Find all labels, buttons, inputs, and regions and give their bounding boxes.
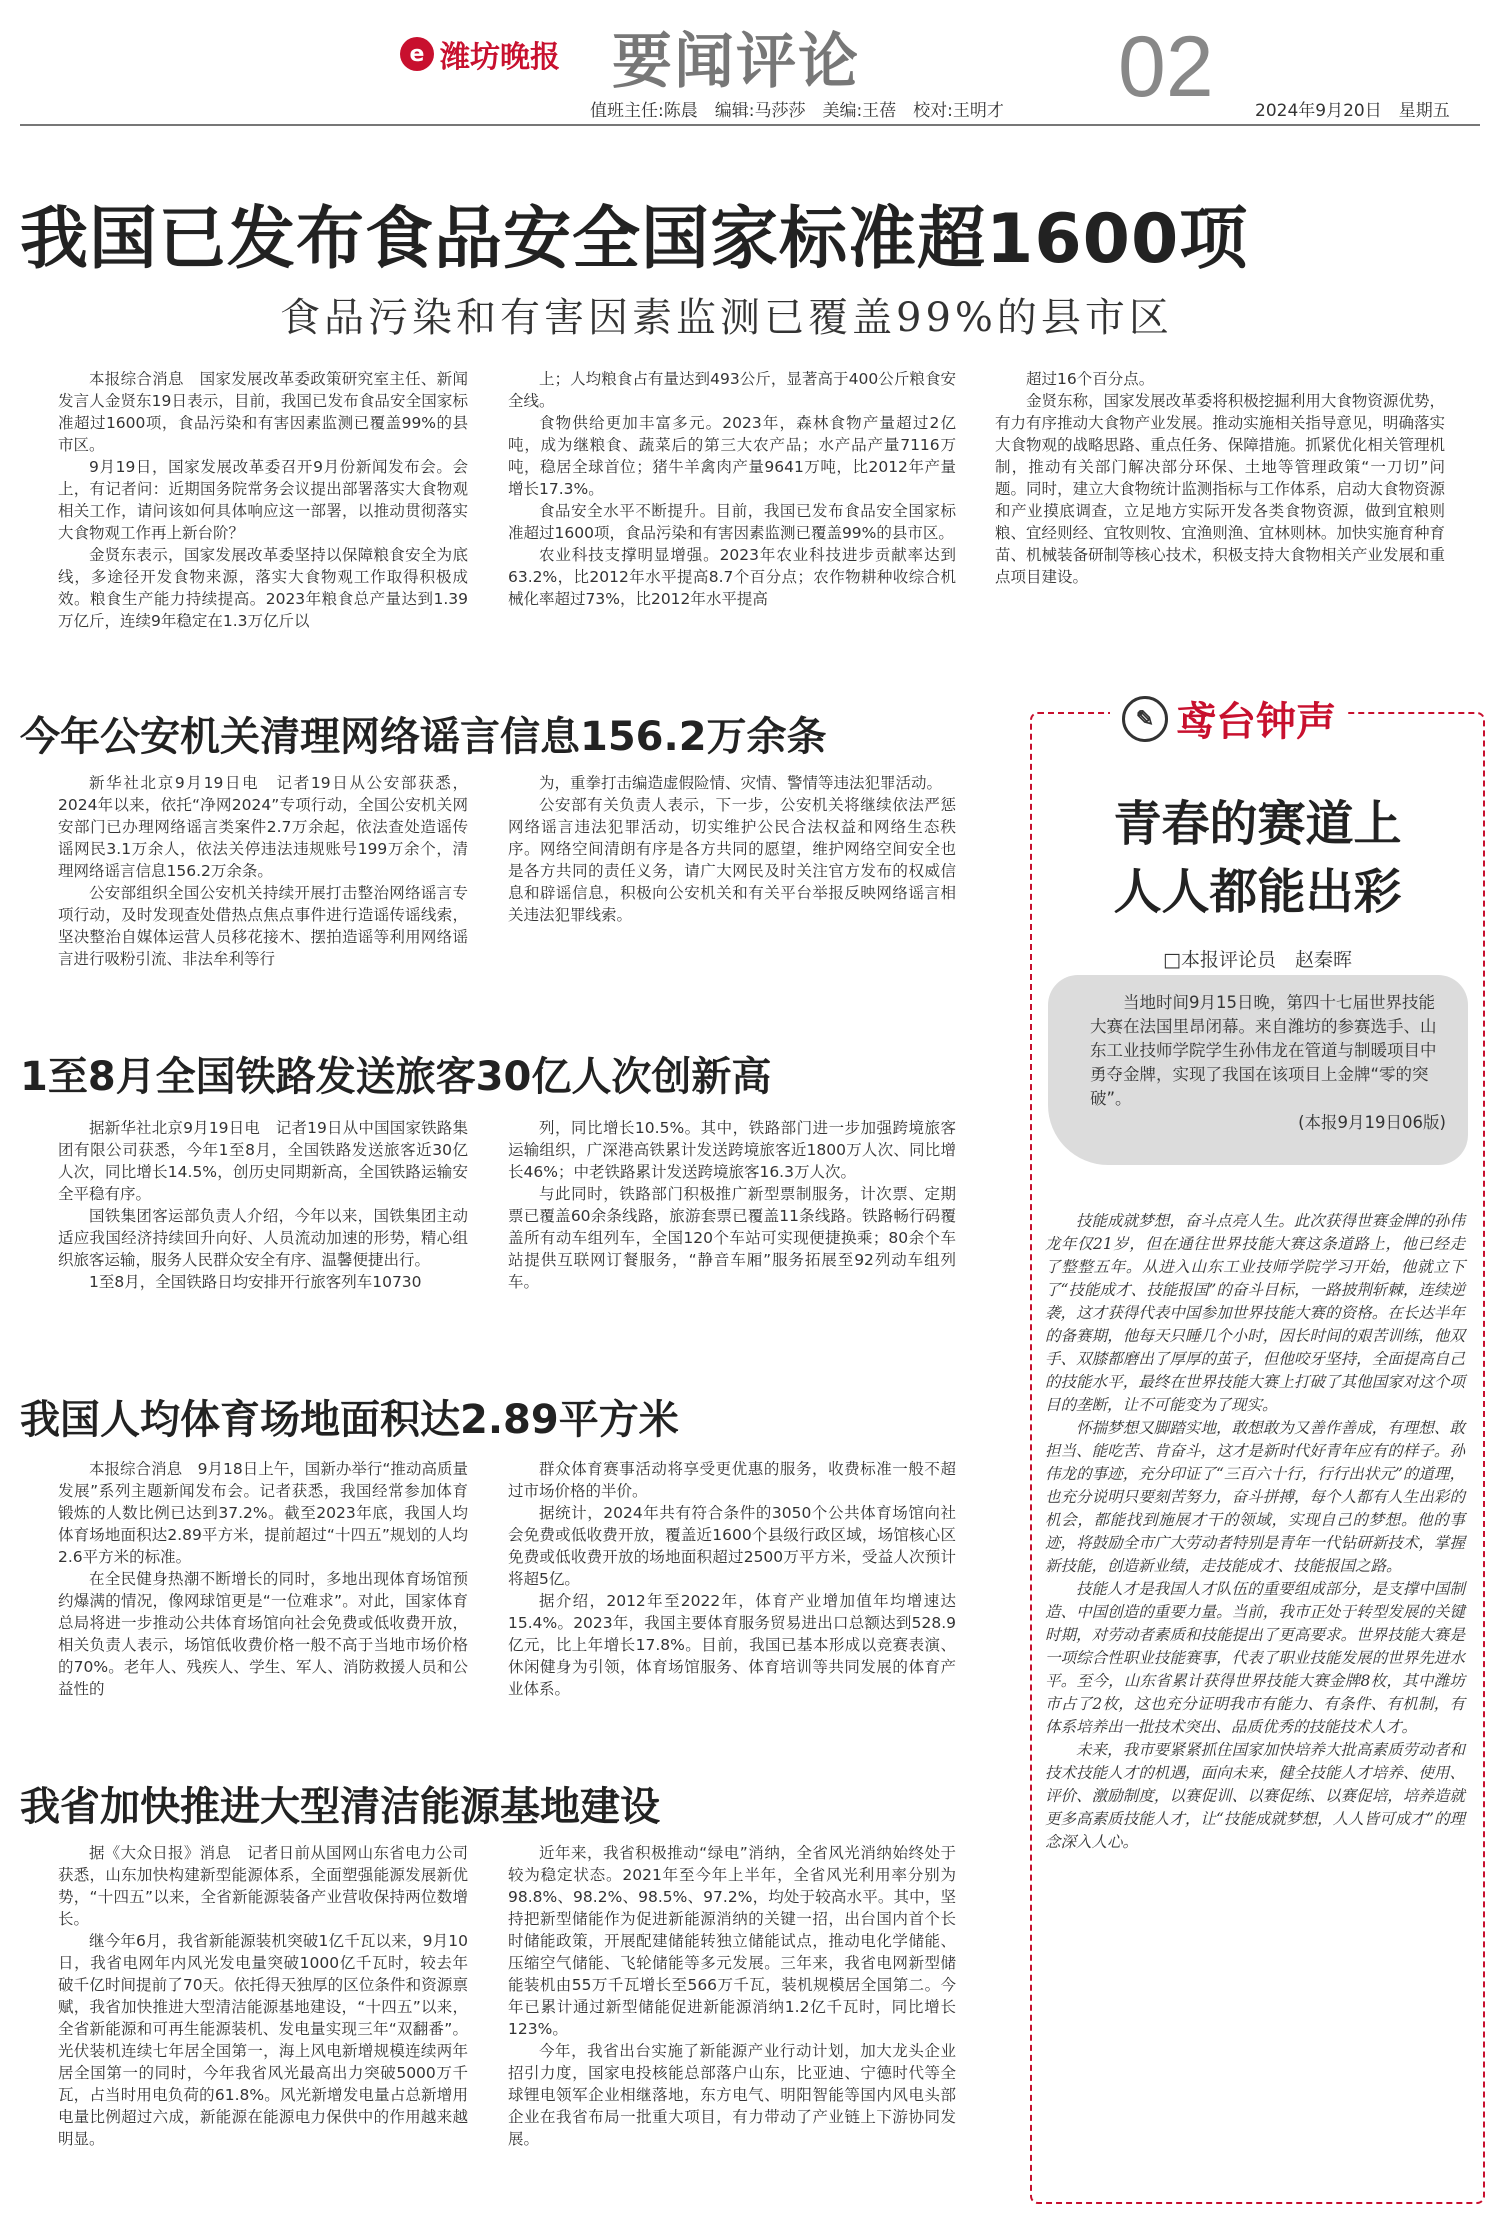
paragraph: 食物供给更加丰富多元。2023年，森林食物产量超过2亿吨，成为继粮食、蔬菜后的第三大农产品；水产品产量7116万吨，稳居全球首位；猪牛羊禽肉产量9641万吨，比2012年产量增长17.3%。 xyxy=(508,414,956,498)
story2-column-1 xyxy=(58,772,468,970)
paragraph: 为，重拳打击编造虚假险情、灾情、警情等违法犯罪活动。 xyxy=(539,774,943,792)
paragraph: 公安部有关负责人表示，下一步，公安机关将继续依法严惩网络谣言违法犯罪活动，切实维护公民合法权益和网络生态秩序。网络空间清朗有序是各方共同的愿望，维护网络空间安全也是各方共同的责任义务，请广大网民及时关注官方发布的权威信息和辟谣信息，积极向公安机关和有关平台举报反映网络谣言相关违法犯罪线索。 xyxy=(508,796,956,924)
title-line: 青春的赛道上 xyxy=(1113,796,1402,852)
paragraph: 9月19日，国家发展改革委召开9月份新闻发布会。会上，有记者问：近期国务院常务会议提出部署落实大食物观相关工作，请问该如何具体响应这一部署，以推动贯彻落实大食物观工作再上新台阶？ xyxy=(58,458,468,542)
paragraph: 金贤东称，国家发展改革委将积极挖掘利用大食物资源优势，有力有序推动大食物产业发展。推动实施相关指导意见，明确落实大食物观的战略思路、重点任务、保障措施。抓紧优化相关管理机制，推动有关部门解决部分环保、土地等管理政策“一刀切”问题。同时，建立大食物统计监测指标与工作体系，启动大食物资源和产业摸底调查，立足地方实际开发各类食物资源，做到宜粮则粮、宜经则经、宜牧则牧、宜渔则渔、宜林则林。加快实施育种育苗、机械装备研制等核心技术，积极支持大食物相关产业发展和重点项目建设。 xyxy=(995,392,1445,586)
quote-reference: (本报9月19日06版) xyxy=(1298,1113,1446,1132)
lead-column-3 xyxy=(995,368,1445,588)
lead-subheadline: 食品污染和有害因素监测已覆盖99%的县市区 xyxy=(280,295,1173,341)
editor-credits: 值班主任:陈晨 编辑:马莎莎 美编:王蓓 校对:王明才 xyxy=(590,101,1004,121)
section-title: 要闻评论 xyxy=(612,27,860,97)
paragraph: 公安部组织全国公安机关持续开展打击整治网络谣言专项行动，及时发现查处借热点焦点事件进行造谣传谣线索，坚决整治自媒体运营人员移花接木、摆拍造谣等利用网络谣言进行吸粉引流、非法牟利等行 xyxy=(58,884,468,968)
paragraph: 据介绍，2012年至2022年，体育产业增加值年均增速达15.4%。2023年，我国主要体育服务贸易进出口总额达到528.9亿元，比上年增长17.8%。目前，我国已基本形成以竞赛表演、休闲健身为引领，体育场馆服务、体育培训等共同发展的体育产业体系。 xyxy=(508,1592,956,1698)
brand-name: 潍坊晚报 xyxy=(440,40,560,75)
story3-column-1 xyxy=(58,1117,468,1293)
paragraph: 技能人才是我国人才队伍的重要组成部分，是支撑中国制造、中国创造的重要力量。当前，我市正处于转型发展的关键时期，对劳动者素质和技能提出了更高要求。世界技能大赛是一项综合性职业技能赛事，代表了职业技能发展的世界先进水平。至今，山东省累计获得世界技能大赛金牌8枚，其中潍坊市占了2枚，这也充分证明我市有能力、有条件、有机制，有体系培养出一批技术突出、品质优秀的技能技术人才。 xyxy=(1045,1580,1465,1736)
issue-date: 2024年9月20日 星期五 xyxy=(1255,101,1450,121)
paragraph: 今年，我省出台实施了新能源产业行动计划，加大龙头企业招引力度，国家电投核能总部落户山东，比亚迪、宁德时代等全球锂电领军企业相继落地，东方电气、明阳智能等国内风电头部企业在我省布局一批重大项目，有力带动了产业链上下游协同发展。 xyxy=(508,2042,956,2148)
paragraph: 在全民健身热潮不断增长的同时，多地出现体育场馆预约爆满的情况，像网球馆更是“一位难求”。对此，国家体育总局将进一步推动公共体育场馆向社会免费或低收费开放，相关负责人表示，场馆低收费价格一般不高于当地市场价格的70%。老年人、残疾人、学生、军人、消防救援人员和公益性的 xyxy=(58,1570,468,1698)
title-line: 人人都能出彩 xyxy=(1113,864,1402,920)
paragraph: 超过16个百分点。 xyxy=(1026,370,1155,388)
column-name: 鸢台钟声 xyxy=(1176,698,1336,745)
lead-headline: 我国已发布食品安全国家标准超1600项 xyxy=(20,200,1249,279)
lead-column-1 xyxy=(58,368,468,632)
lead-column-2 xyxy=(508,368,956,610)
story2-column-2 xyxy=(508,772,956,926)
paragraph: 据新华社北京9月19日电 记者19日从中国国家铁路集团有限公司获悉，今年1至8月，全国铁路发送旅客近30亿人次，同比增长14.5%，创历史同期新高，全国铁路运输安全平稳有序。 xyxy=(58,1119,468,1203)
story-headline: 我国人均体育场地面积达2.89平方米 xyxy=(20,1397,679,1443)
paragraph: 食品安全水平不断提升。目前，我国已发布食品安全国家标准超过1600项，食品污染和有害因素监测已覆盖99%的县市区。 xyxy=(508,502,956,542)
quote-text: 当地时间9月15日晚，第四十七届世界技能大赛在法国里昂闭幕。来自潍坊的参赛选手、山东工业技师学院学生孙伟龙在管道与制暖项目中勇夺金牌，实现了我国在该项目上金牌“零的突破”。 xyxy=(1090,993,1437,1108)
story5-column-2 xyxy=(508,1842,956,2150)
paragraph: 据《大众日报》消息 记者日前从国网山东省电力公司获悉，山东加快构建新型能源体系，全面塑强能源发展新优势，“十四五”以来，全省新能源装备产业营收保持两位数增长。 xyxy=(58,1844,468,1928)
page-number: 02 xyxy=(1118,19,1214,115)
paragraph: 继今年6月，我省新能源装机突破1亿千瓦以来，9月10日，我省电网年内风光发电量突破1000亿千瓦时，较去年破千亿时间提前了70天。依托得天独厚的区位条件和资源禀赋，我省加快推进大型清洁能源基地建设，“十四五”以来，全省新能源和可再生能源装机、发电量实现三年“双翻番”。光伏装机连续七年居全国第一，海上风电新增规模连续两年居全国第一的同时，今年我省风光最高出力突破5000万千瓦，占当时用电负荷的61.8%。风光新增发电量占总新增用电量比例超过六成，新能源在能源电力保供中的作用越来越明显。 xyxy=(58,1932,468,2148)
paragraph: 据统计，2024年共有符合条件的3050个公共体育场馆向社会免费或低收费开放，覆盖近1600个县级行政区域，场馆核心区免费或低收费开放的场地面积超过2500万平方米，受益人次预计将超5亿。 xyxy=(508,1504,956,1588)
masthead-divider xyxy=(20,124,1480,126)
logo-icon: e xyxy=(400,37,434,71)
story-headline: 今年公安机关清理网络谣言信息156.2万余条 xyxy=(20,714,827,760)
commentary-title xyxy=(1040,790,1475,926)
paragraph: 怀揣梦想又脚踏实地，敢想敢为又善作善成，有理想、敢担当、能吃苦、肯奋斗，这才是新时代好青年应有的样子。孙伟龙的事迹，充分印证了“三百六十行，行行出状元”的道理，也充分说明只要刻苦努力，奋斗拼搏，每个人都有人生出彩的机会，都能找到施展才干的领域，实现自己的梦想。他的事迹，将鼓励全市广大劳动者特别是青年一代钻研新技术，掌握新技能，创造新业绩，走技能成才、技能报国之路。 xyxy=(1045,1419,1465,1575)
paragraph: 国铁集团客运部负责人介绍，今年以来，国铁集团主动适应我国经济持续回升向好、人员流动加速的形势，精心组织旅客运输，服务人民群众安全有序、温馨便捷出行。 xyxy=(58,1207,468,1269)
story4-column-2 xyxy=(508,1458,956,1700)
paragraph: 新华社北京9月19日电 记者19日从公安部获悉，2024年以来，依托“净网2024”专项行动，全国公安机关网安部门已办理网络谣言类案件2.7万余起，依法查处造谣传谣网民3.1万余人，依法关停违法违规账号199万余个，清理网络谣言信息156.2万余条。 xyxy=(58,774,468,880)
story-headline: 我省加快推进大型清洁能源基地建设 xyxy=(20,1784,660,1830)
paragraph: 近年来，我省积极推动“绿电”消纳，全省风光消纳始终处于较为稳定状态。2021年至今年上半年，全省风光利用率分别为98.8%、98.2%、98.5%、97.2%，均处于较高水平。其中，坚持把新型储能作为促进新能源消纳的关键一招，出台国内首个长时储能政策，开展配建储能转独立储能试点，推动电化学储能、压缩空气储能、飞轮储能等多元发展。三年来，我省电网新型储能装机由55万千瓦增长至566万千瓦，装机规模居全国第二。今年已累计通过新型储能促进新能源消纳1.2亿千瓦时，同比增长123%。 xyxy=(508,1844,956,2038)
paragraph: 金贤东表示，国家发展改革委坚持以保障粮食安全为底线，多途径开发食物来源，落实大食物观工作取得积极成效。粮食生产能力持续提高。2023年粮食总产量达到1.39万亿斤，连续9年稳定在1.3万亿斤以 xyxy=(58,546,468,630)
paragraph: 本报综合消息 9月18日上午，国新办举行“推动高质量发展”系列主题新闻发布会。记者获悉，我国经常参加体育锻炼的人数比例已达到37.2%。截至2023年底，我国人均体育场地面积达2.89平方米，提前超过“十四五”规划的人均2.6平方米的标准。 xyxy=(58,1460,468,1566)
quote-bubble xyxy=(1048,975,1468,1165)
paragraph: 与此同时，铁路部门积极推广新型票制服务，计次票、定期票已覆盖60余条线路，旅游套票已覆盖11条线路。铁路畅行码覆盖所有动车组列车，全国120个车站可实现便捷换乘；80余个车站提供互联网订餐服务，“静音车厢”服务拓展至92列动车组列车。 xyxy=(508,1185,956,1291)
story4-column-1 xyxy=(58,1458,468,1700)
story-headline: 1至8月全国铁路发送旅客30亿人次创新高 xyxy=(20,1054,772,1100)
paragraph: 列，同比增长10.5%。其中，铁路部门进一步加强跨境旅客运输组织，广深港高铁累计发送跨境旅客近1800万人次、同比增长46%；中老铁路累计发送跨境旅客16.3万人次。 xyxy=(508,1119,956,1181)
column-logo xyxy=(1110,690,1348,747)
newspaper-logo xyxy=(400,32,560,76)
commentary-byline: □本报评论员 赵秦晖 xyxy=(1163,949,1352,971)
paragraph: 本报综合消息 国家发展改革委政策研究室主任、新闻发言人金贤东19日表示，目前，我国已发布食品安全国家标准超过1600项，食品污染和有害因素监测已覆盖99%的县市区。 xyxy=(58,370,468,454)
pen-icon: ✎ xyxy=(1122,696,1168,742)
story5-column-1 xyxy=(58,1842,468,2150)
commentary-body xyxy=(1045,1210,1465,1854)
paragraph: 上；人均粮食占有量达到493公斤，显著高于400公斤粮食安全线。 xyxy=(508,370,956,410)
paragraph: 技能成就梦想，奋斗点亮人生。此次获得世赛金牌的孙伟龙年仅21岁，但在通往世界技能大赛这条道路上，他已经走了整整五年。从进入山东工业技师学院学习开始，他就立下了“技能成才、技能报国”的奋斗目标，一路披荆斩棘，连续逆袭，这才获得代表中国参加世界技能大赛的资格。在长达半年的备赛期，他每天只睡几个小时，因长时间的艰苦训练，他双手、双膝都磨出了厚厚的茧子，但他咬牙坚持，全面提高自己的技能水平，最终在世界技能大赛上打破了其他国家对这个项目的垄断，让不可能变为了现实。 xyxy=(1045,1212,1465,1414)
paragraph: 群众体育赛事活动将享受更优惠的服务，收费标准一般不超过市场价格的半价。 xyxy=(508,1460,956,1500)
paragraph: 1至8月，全国铁路日均安排开行旅客列车10730 xyxy=(89,1273,422,1291)
story3-column-2 xyxy=(508,1117,956,1293)
paragraph: 农业科技支撑明显增强。2023年农业科技进步贡献率达到63.2%，比2012年水平提高8.7个百分点；农作物耕种收综合机械化率超过73%，比2012年水平提高 xyxy=(508,546,956,608)
paragraph: 未来，我市要紧紧抓住国家加快培养大批高素质劳动者和技术技能人才的机遇，面向未来，健全技能人才培养、使用、评价、激励制度，以赛促训、以赛促练、以赛促培，培养造就更多高素质技能人才，让“技能成就梦想，人人皆可成才”的理念深入人心。 xyxy=(1045,1741,1465,1851)
